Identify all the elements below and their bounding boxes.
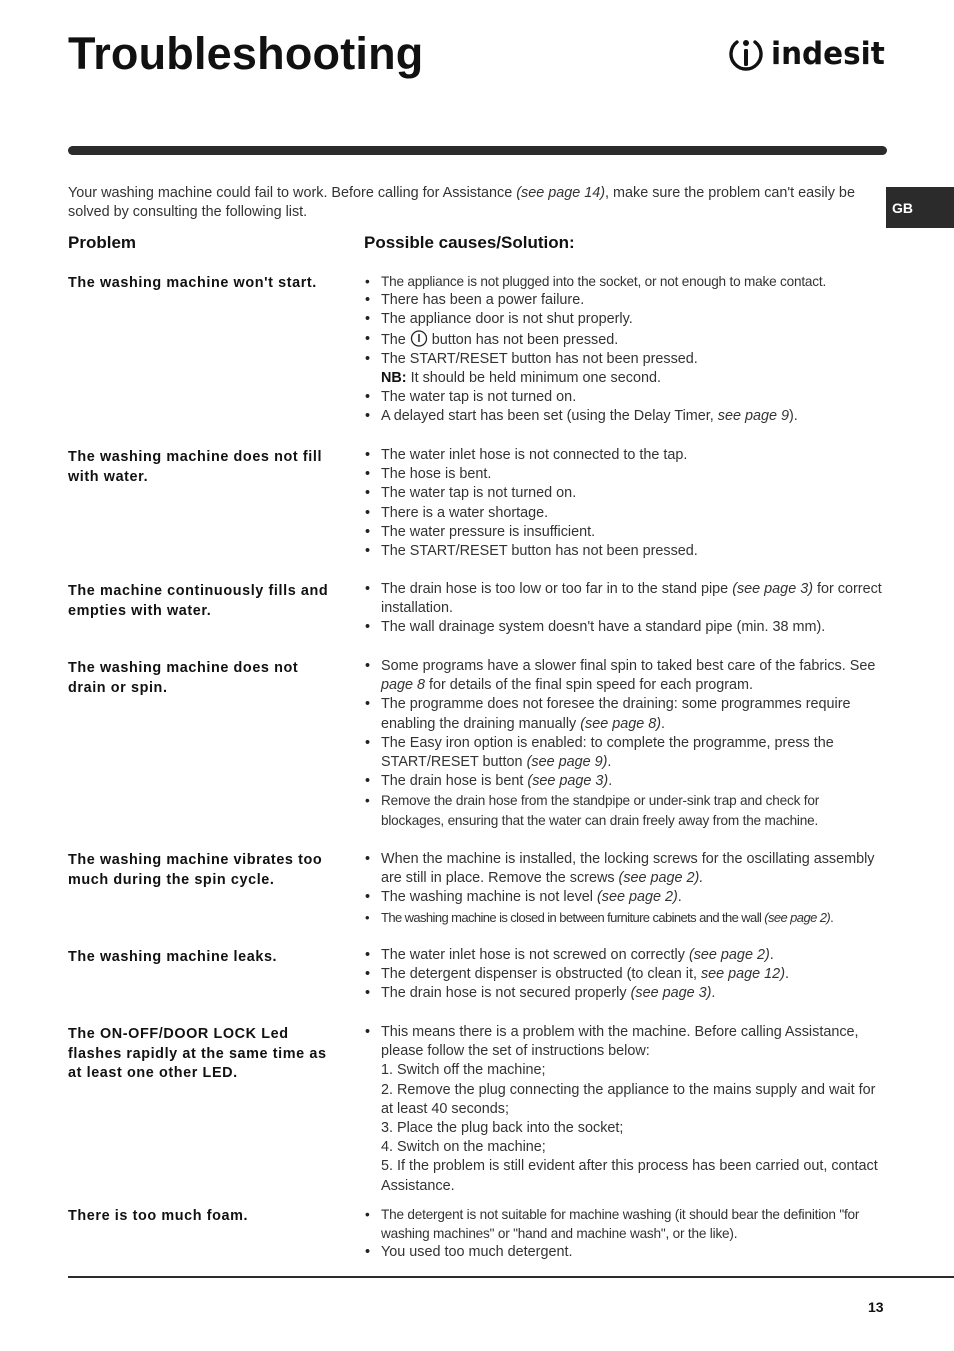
list-item: • The water pressure is insufficient. xyxy=(364,523,884,542)
step-item: 3. Place the plug back into the socket; xyxy=(381,1120,624,1137)
step-item: 5. If the problem is still evident after this process has been carried out, contact Assistance. xyxy=(381,1158,878,1194)
list-item: • The detergent dispenser is obstructed (to clean it, see page 12). xyxy=(364,965,884,984)
causes-list-too-much-foam xyxy=(364,1205,884,1263)
problem-wont-start: The washing machine won't start. xyxy=(68,275,317,291)
intro-paragraph: Your washing machine could fail to work. Before calling for Assistance (see page 14), make sure the problem can't easily be solved by consulting the following list. xyxy=(68,185,855,220)
problem-does-not-drain: The washing machine does not drain or spin. xyxy=(68,660,299,696)
list-item: • The wall drainage system doesn't have a standard pipe (min. 38 mm). xyxy=(364,618,884,637)
power-button-icon xyxy=(410,330,428,347)
problem-leaks: The washing machine leaks. xyxy=(68,949,278,965)
indesit-power-i-logo-icon xyxy=(726,34,766,74)
list-item: • The START/RESET button has not been pressed. xyxy=(364,542,884,561)
step-item: 1. Switch off the machine; xyxy=(381,1062,546,1079)
list-item: • The drain hose is not secured properly (see page 3). xyxy=(364,984,884,1003)
causes-list-does-not-drain xyxy=(364,657,884,830)
problem-fills-and-empties: The machine continuously fills and empties with water. xyxy=(68,583,329,619)
list-item: • The washing machine is closed in between furniture cabinets and the wall (see page 2). xyxy=(364,908,884,927)
list-item: • The drain hose is too low or too far in to the stand pipe (see page 3) for correct installation. xyxy=(364,580,884,618)
brand-name: indesit xyxy=(771,36,885,72)
list-item: • The water inlet hose is not connected to the tap. xyxy=(364,446,884,465)
list-item: • The water tap is not turned on. xyxy=(364,484,884,503)
list-item: • The water inlet hose is not screwed on correctly (see page 2). xyxy=(364,946,884,965)
list-item: • The programme does not foresee the draining: some programmes require enabling the draining manually (see page 8). xyxy=(364,695,884,733)
page-title: Troubleshooting xyxy=(68,28,424,79)
note-item: NB: It should be held minimum one second. xyxy=(381,370,661,387)
list-item: • The button has not been pressed. xyxy=(364,330,884,350)
list-item: • When the machine is installed, the locking screws for the oscillating assembly are still in place. Remove the screws (see page 2). xyxy=(364,850,884,888)
page-number: 13 xyxy=(868,1299,884,1315)
causes-list-leaks xyxy=(364,946,884,1004)
list-item: • The START/RESET button has not been pressed. xyxy=(364,350,884,369)
footer-rule xyxy=(68,1276,954,1278)
list-item: • This means there is a problem with the machine. Before calling Assistance, please follow the set of instructions below: xyxy=(364,1023,884,1061)
list-item: • There is a water shortage. xyxy=(364,504,884,523)
problem-led-flashes: The ON-OFF/DOOR LOCK Led flashes rapidly at the same time as at least one other LED. xyxy=(68,1026,327,1081)
list-item: • The appliance door is not shut properly. xyxy=(364,310,884,329)
problem-does-not-fill: The washing machine does not fill with water. xyxy=(68,449,323,485)
problem-vibrates: The washing machine vibrates too much during the spin cycle. xyxy=(68,852,323,888)
list-item: • The drain hose is bent (see page 3). xyxy=(364,772,884,791)
step-item: 4. Switch on the machine; xyxy=(381,1139,546,1156)
causes-list-wont-start xyxy=(364,272,884,427)
causes-column-heading: Possible causes/Solution: xyxy=(364,233,575,252)
list-item: • You used too much detergent. xyxy=(364,1243,884,1262)
list-item: • Some programs have a slower final spin to taked best care of the fabrics. See page 8 for details of the final spin speed for each program. xyxy=(364,657,884,695)
list-item: • The Easy iron option is enabled: to complete the programme, press the START/RESET button (see page 9). xyxy=(364,734,884,772)
list-item: • There has been a power failure. xyxy=(364,291,884,310)
list-item: • The water tap is not turned on. xyxy=(364,388,884,407)
brand-logo xyxy=(726,34,891,74)
causes-list-led-flashes xyxy=(364,1023,884,1196)
causes-list-vibrates xyxy=(364,850,884,927)
page-reference: (see page 14) xyxy=(516,185,606,201)
list-item: • A delayed start has been set (using the Delay Timer, see page 9). xyxy=(364,407,884,426)
list-item: • The appliance is not plugged into the socket, or not enough to make contact. xyxy=(364,272,884,291)
list-item: • The washing machine is not level (see page 2). xyxy=(364,888,884,907)
problem-too-much-foam: There is too much foam. xyxy=(68,1208,249,1224)
step-item: 2. Remove the plug connecting the appliance to the mains supply and wait for at least 40 seconds; xyxy=(381,1081,876,1117)
list-item: • The detergent is not suitable for machine washing (it should bear the definition "for washing machines" or "hand and machine wash", or the like). xyxy=(364,1205,884,1243)
list-item: • Remove the drain hose from the standpipe or under-sink trap and check for blockages, ensuring that the water can drain freely away from the machine. xyxy=(364,791,884,829)
problem-column-heading: Problem xyxy=(68,233,137,252)
language-tab: GB xyxy=(886,187,954,228)
list-item: • The hose is bent. xyxy=(364,465,884,484)
header-rule xyxy=(68,146,887,155)
causes-list-fills-and-empties xyxy=(364,580,884,638)
causes-list-does-not-fill xyxy=(364,446,884,561)
